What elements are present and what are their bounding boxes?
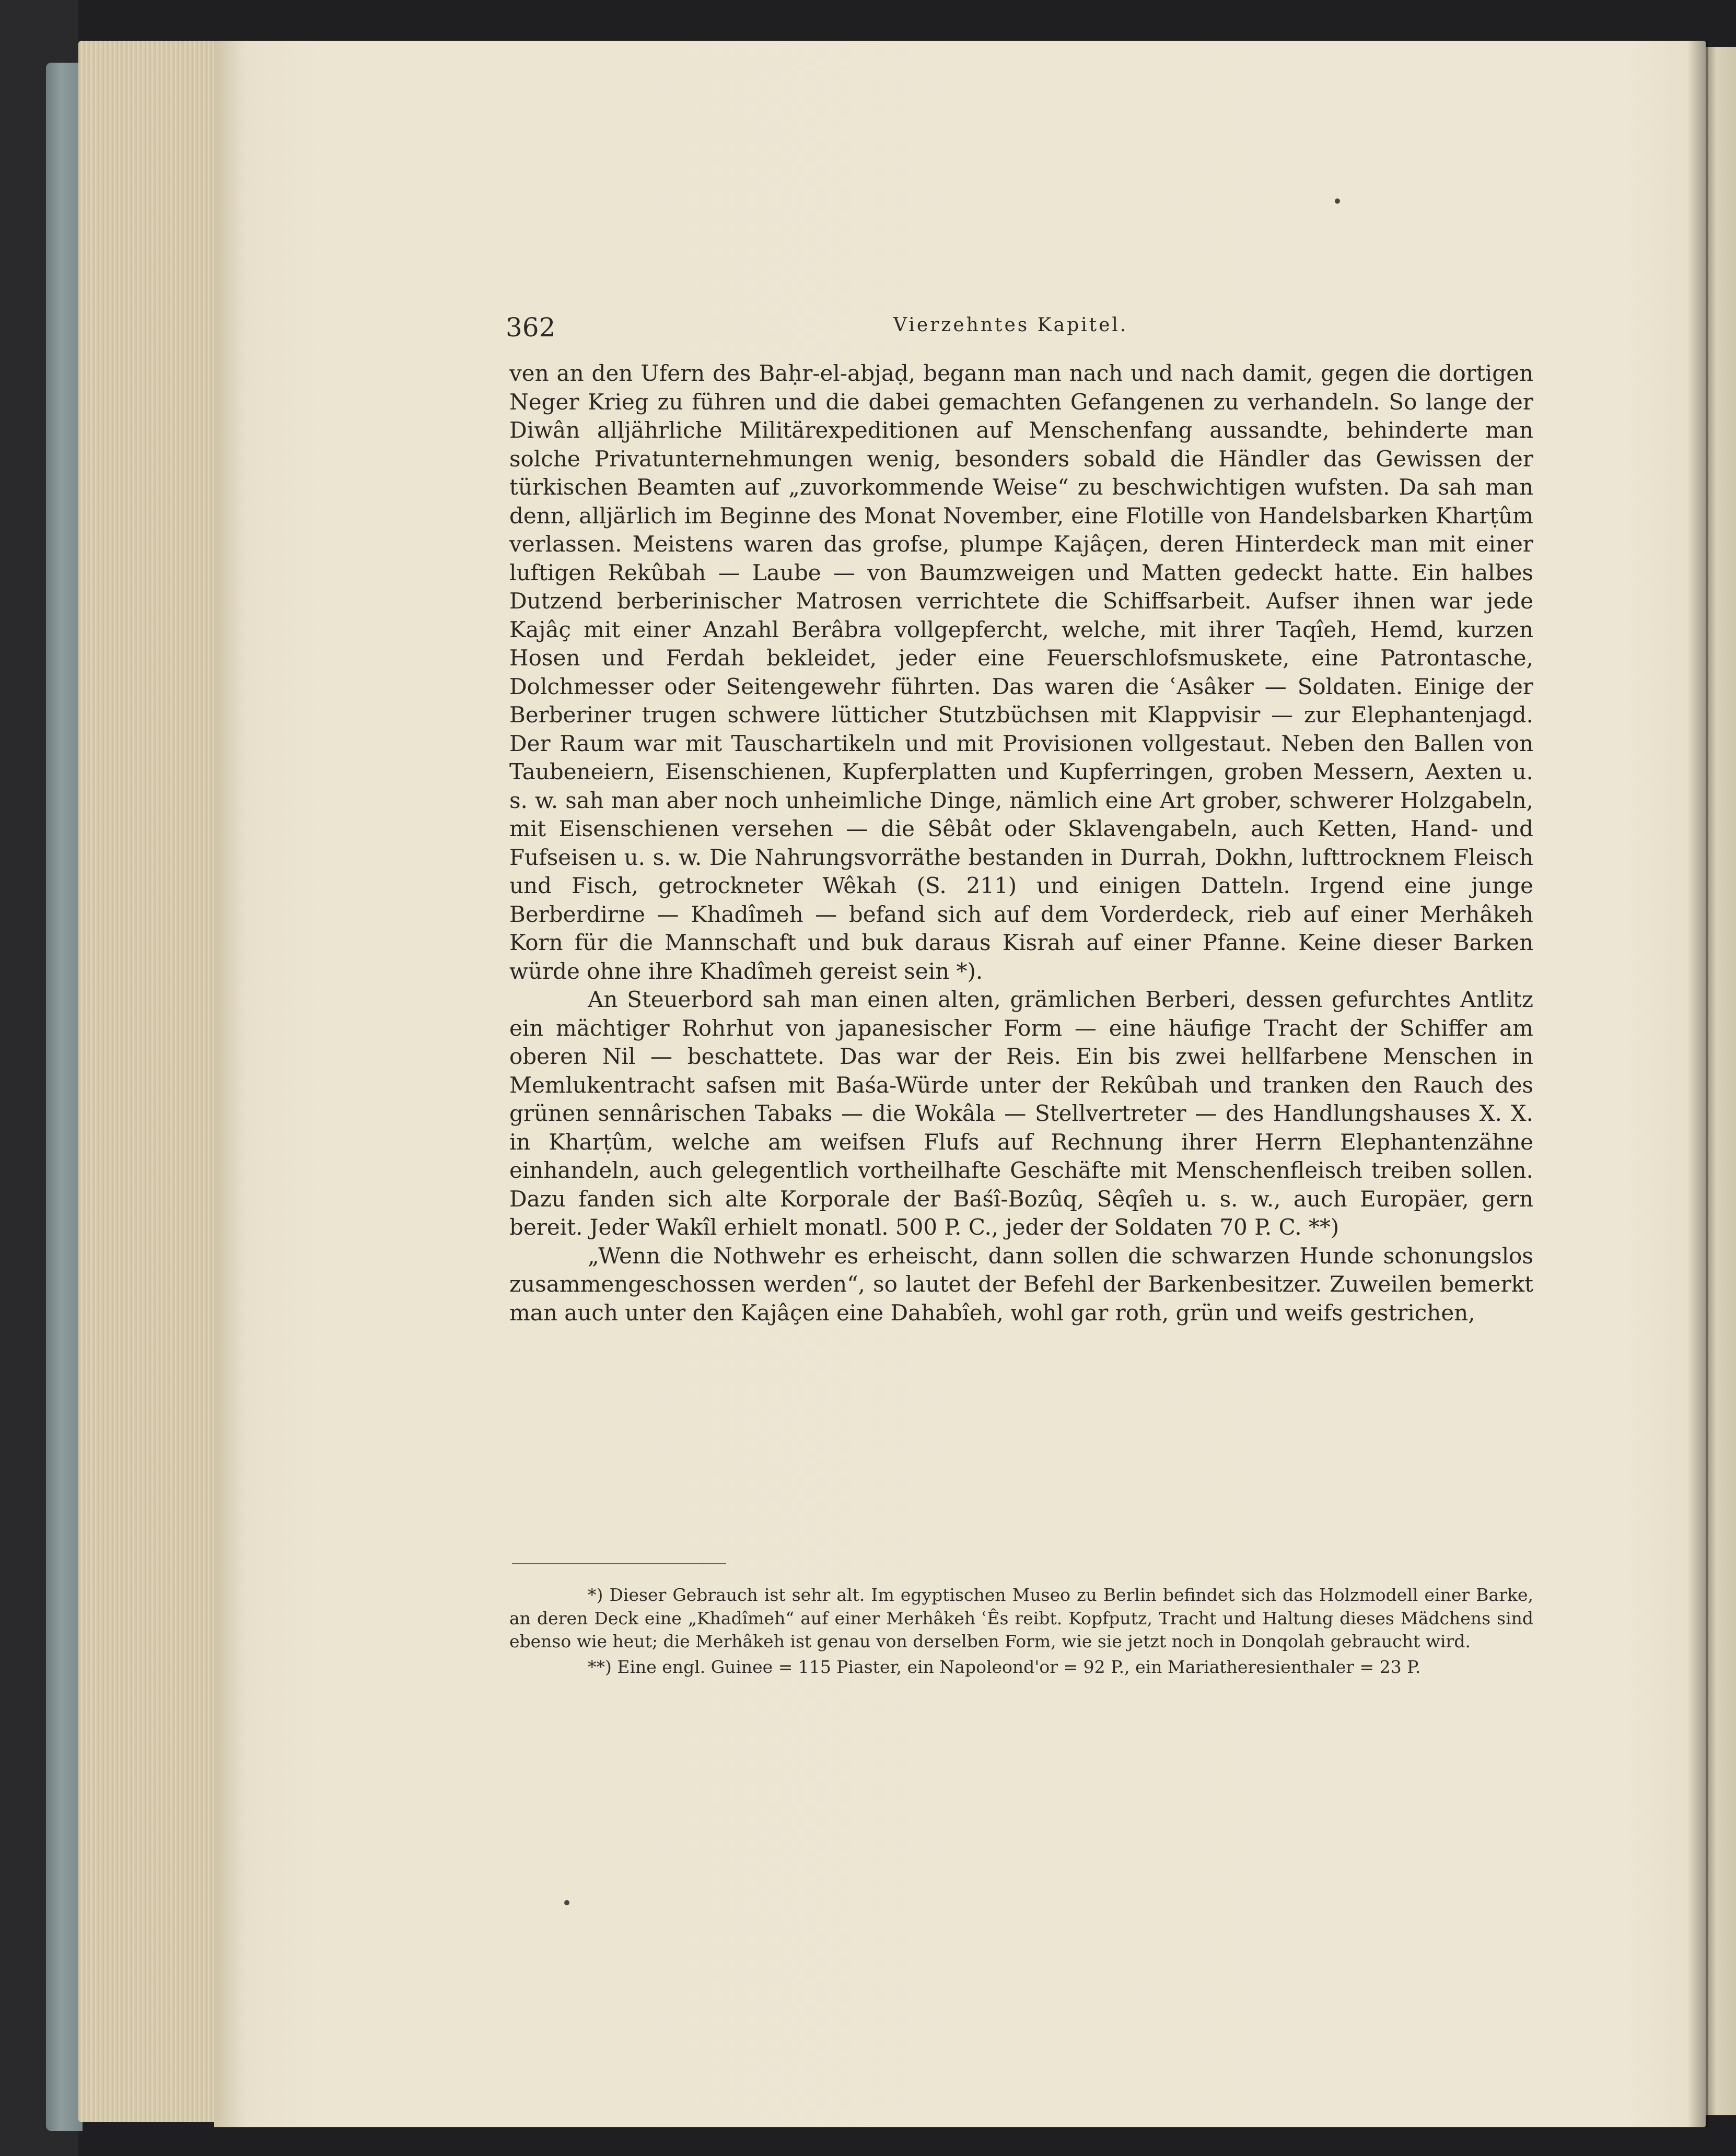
page-number: 362 xyxy=(506,312,556,343)
paragraph-3: „Wenn die Nothwehr es erheischt, dann sollen die schwarzen Hunde schonungslos zusammengeschossen werden“, so lautet der Befehl der Barkenbesitzer. Zuweilen bemerkt man auch unter den Kajâçen eine Dahabîeh, wohl gar roth, grün und weifs gestrichen, xyxy=(509,1243,1533,1326)
paragraph-2: An Steuerbord sah man einen alten, grämlichen Berberi, dessen gefurchtes Antlitz ein mächtiger Rohrhut von japanesischer Form — eine häufige Tracht der Schiffer am oberen Nil — beschattete. Das war der Reis. Ein bis zwei hellfarbene Menschen in Memlukentracht safsen mit Baśa-Würde unter der Rekûbah und tranken den Rauch des grünen sennârischen Tabaks — die Wokâla — Stellvertreter — des Handlungshauses X. X. in Kharṭûm, welche am weifsen Flufs auf Rechnung ihrer Herrn Elephantenzähne einhandeln, auch gelegentlich vortheilhafte Geschäfte mit Menschenfleisch treiben sollen. Dazu fanden sich alte Korporale der Baśî-Bozûq, Sêqîeh u. s. w., auch Europäer, gern bereit. Jeder Wakîl erhielt monatl. 500 P. C., jeder der Soldaten 70 P. C. **) xyxy=(509,987,1533,1240)
footnote-divider xyxy=(512,1563,726,1564)
paper-speck xyxy=(1335,198,1340,204)
paragraph-1: ven an den Ufern des Baḥr-el-abjaḍ, begann man nach und nach damit, gegen die dortigen Neger Krieg zu führen und die dabei gemachten Gefangenen zu verhandeln. So lange der Diwân alljährliche Militärexpeditionen auf Menschenfang aussandte, behinderte man solche Privatunternehmungen wenig, besonders sobald die Händler das Gewissen der türkischen Beamten auf „zuvorkommende Weise“ zu beschwichtigen wufsten. Da sah man denn, alljärlich im Beginne des Monat November, eine Flotille von Handelsbarken Kharṭûm verlassen. Meistens waren das grofse, plumpe Kajâçen, deren Hinterdeck man mit einer luftigen Rekûbah — Laube — von Baumzweigen und Matten gedeckt hatte. Ein halbes Dutzend berberinischer Matrosen verrichtete die Schiffsarbeit. Aufser ihnen war jede Kajâç mit einer Anzahl Berâbra vollgepfercht, welche, mit ihrer Taqîeh, Hemd, kurzen Hosen und Ferdah bekleidet, jeder eine Feuerschlofsmuskete, eine Patrontasche, Dolchmesser oder Seitengewehr führten. Das waren die ʿAsâker — Soldaten. Einige der Berberiner trugen schwere lütticher Stutzbüchsen mit Klappvisir — zur Elephantenjagd. Der Raum war mit Tauschartikeln und mit Provisionen vollgestaut. Neben den Ballen von Taubeneiern, Eisenschienen, Kupferplatten und Kupferringen, groben Messern, Aexten u. s. w. sah man aber noch unheimliche Dinge, nämlich eine Art grober, schwerer Holzgabeln, mit Eisenschienen versehen — die Sêbât oder Sklavengabeln, auch Ketten, Hand- und Fufseisen u. s. w. Die Nahrungsvorräthe bestanden in Durrah, Dokhn, lufttrocknem Fleisch und Fisch, getrockneter Wêkah (S. 211) und einigen Datteln. Irgend eine junge Berberdirne — Khadîmeh — befand sich auf dem Vorderdeck, rieb auf einer Merhâkeh Korn für die Mannschaft und buk daraus Kisrah auf einer Pfanne. Keine dieser Barken würde ohne ihre Khadîmeh gereist sein *). xyxy=(509,360,1533,984)
main-text xyxy=(509,359,1533,1327)
page-edges xyxy=(78,41,222,2122)
paper-speck xyxy=(564,1900,569,1905)
gutter-shadow xyxy=(1687,41,1708,2127)
footnote-1: *) Dieser Gebrauch ist sehr alt. Im egyptischen Museo zu Berlin befindet sich das Holzmodell einer Barke, an deren Deck eine „Khadîmeh“ auf einer Merhâkeh ʿÊs reibt. Kopfputz, Tracht und Haltung dieses Mädchens sind ebenso wie heut; die Merhâkeh ist genau von derselben Form, wie sie jetzt noch in Donqolah gebraucht wird. xyxy=(509,1585,1533,1651)
cover-cloth-spine xyxy=(46,63,83,2131)
running-head: Vierzehntes Kapitel. xyxy=(893,314,1128,336)
footnotes xyxy=(509,1584,1533,1679)
footnote-2: **) Eine engl. Guinee = 115 Piaster, ein Napoleond'or = 92 P., ein Mariatheresienthaler = 23 P. xyxy=(588,1656,1421,1677)
